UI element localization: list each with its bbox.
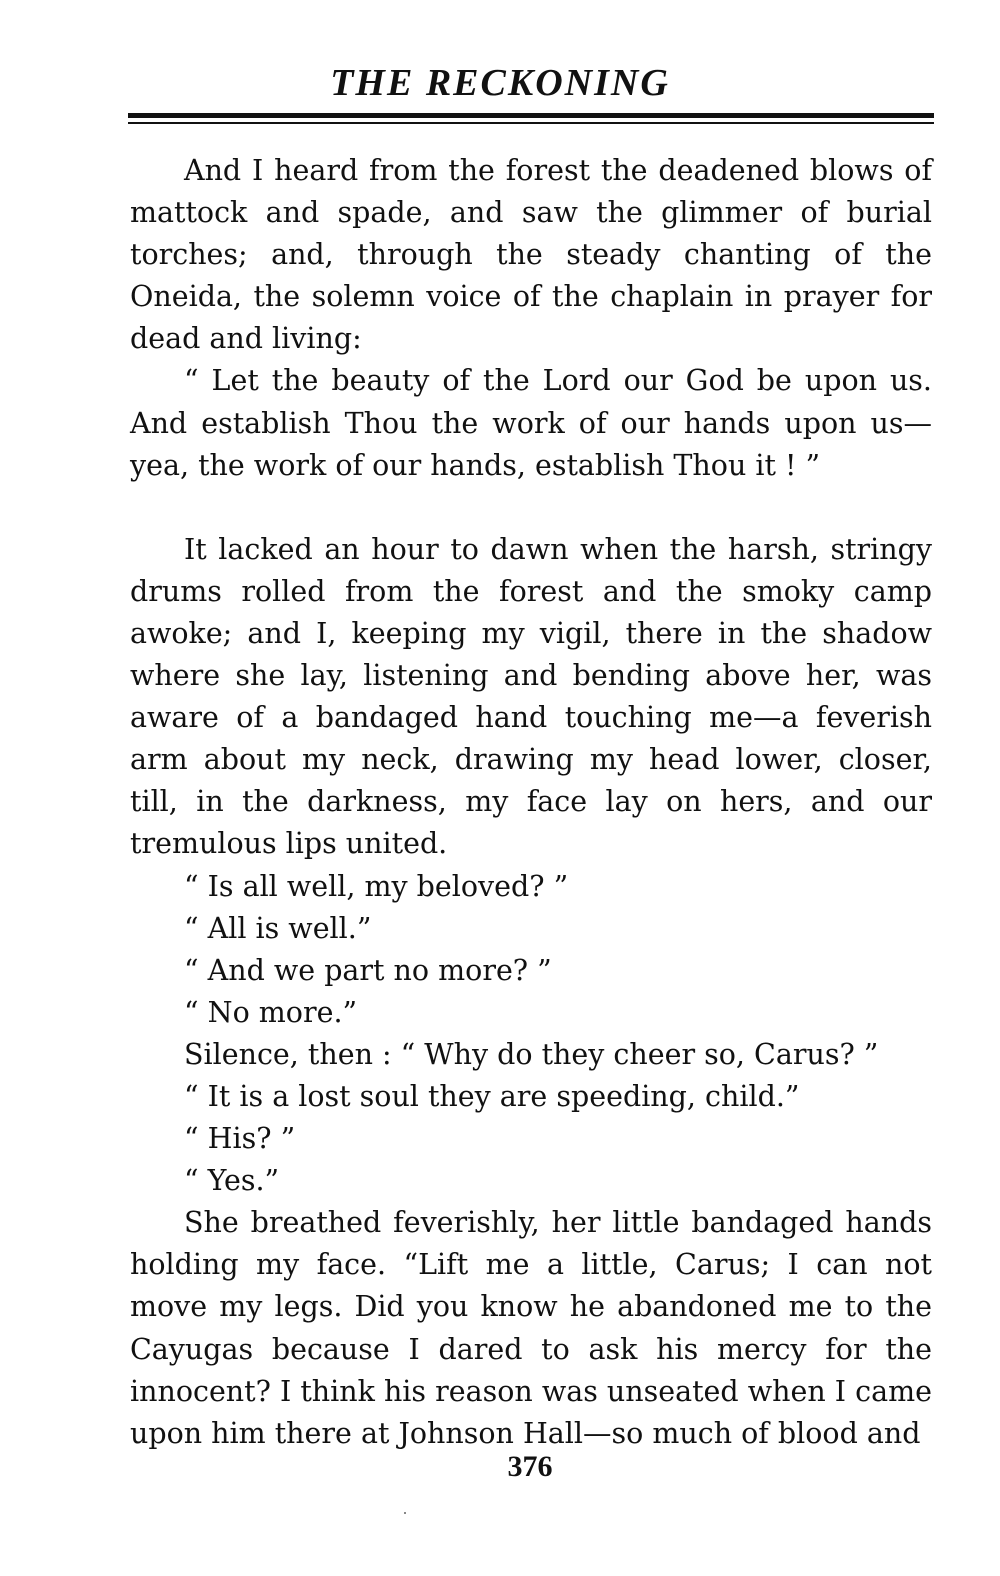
paragraph: “ No more.” bbox=[184, 995, 358, 1029]
paragraph: “ His? ” bbox=[184, 1122, 296, 1156]
paragraph: And I heard from the forest the deadened blows of mattock and spade, and saw the glimmer of burial torches; and, through the steady chanting of the Oneida, the solemn voice of the chaplain in prayer for dead and living: bbox=[130, 154, 932, 356]
paragraph: Silence, then : “ Why do they cheer so, Carus? ” bbox=[184, 1037, 879, 1071]
header-rule-thick bbox=[128, 113, 934, 118]
paragraph: “ Let the beauty of the Lord our God be upon us. And establish Thou the work of our hands upon us— yea, the work of our hands, establish Thou it ! ” bbox=[130, 364, 932, 482]
paragraph: “ It is a lost soul they are speeding, child.” bbox=[184, 1079, 800, 1113]
paragraph: “ Is all well, my beloved? ” bbox=[184, 869, 569, 903]
running-header: THE RECKONING bbox=[330, 62, 670, 104]
paragraph: “ And we part no more? ” bbox=[184, 953, 552, 987]
paragraph: It lacked an hour to dawn when the harsh, stringy drums rolled from the forest and the smoky camp awoke; and I, keeping my vigil, there in the shadow where she lay, listening and bending above her, was aware of a bandaged hand touching me—a feverish arm about my neck, drawing my head lower, closer, till, in the darkness, my face lay on hers, and our tremulous lips united. bbox=[130, 532, 932, 861]
body-text bbox=[130, 150, 932, 1455]
paragraph: She breathed feverishly, her little bandaged hands holding my face. “Lift me a little, Carus; I can not move my legs. Did you know he abandoned me to the Cayugas because I dared to ask his mercy for the innocent? I think his reason was unseated when I came upon him there at Johnson Hall—so much of blood and bbox=[130, 1206, 932, 1450]
paragraph: “ Yes.” bbox=[184, 1164, 280, 1198]
header-rule-thin bbox=[128, 122, 934, 124]
paragraph: “ All is well.” bbox=[184, 911, 372, 945]
scan-speck bbox=[404, 1512, 406, 1514]
page-number: 376 bbox=[507, 1450, 553, 1483]
